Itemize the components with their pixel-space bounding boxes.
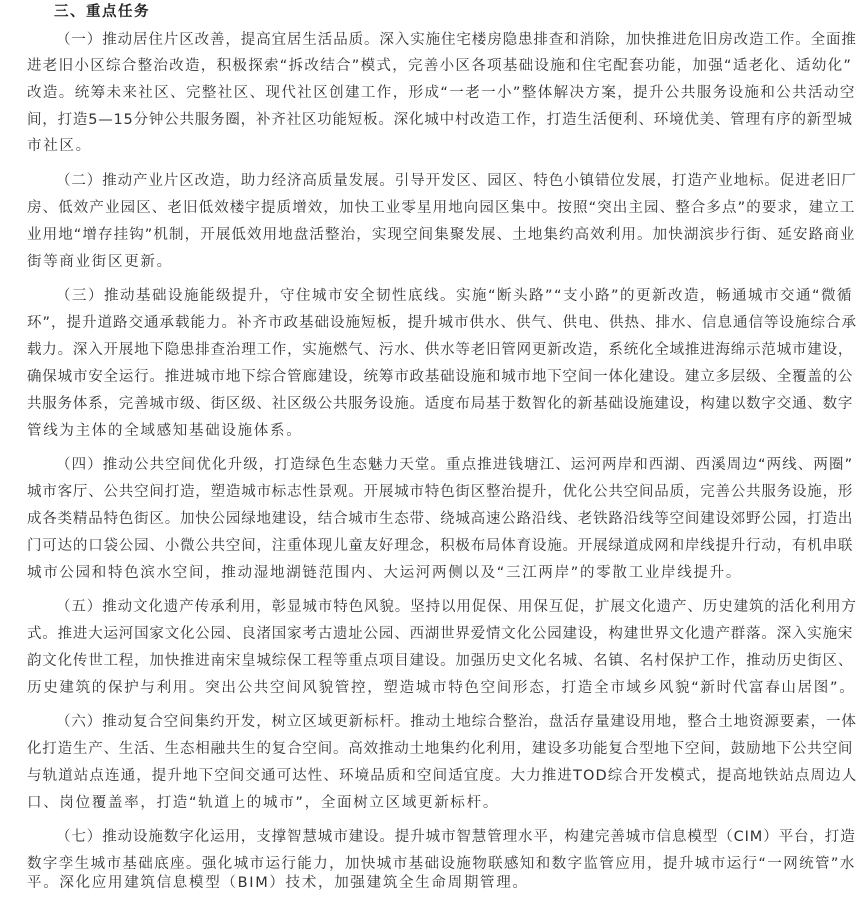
paragraph-4-line-3: 成各类精品特色街区。加快公园绿地建设，结合城市生态带、绕城高速公路沿线、老铁路沿线等空间建设郊野公园，打造出 (27, 511, 854, 527)
paragraph-5-line-3: 韵文化传世工程，加快推进南宋皇城综保工程等重点项目建设。加强历史文化名城、名镇、名村保护工作，推动历史街区、 (27, 653, 854, 669)
paragraph-2-line-1: （二）推动产业片区改造，助力经济高质量发展。引导开发区、园区、特色小镇错位发展，打造产业地标。促进老旧厂 (56, 173, 857, 189)
paragraph-2-line-4: 街等商业街区更新。 (27, 254, 173, 270)
paragraph-3-line-3: 载力。深入开展地下隐患排查治理工作，实施燃气、污水、供水等老旧管网更新改造，系统化全域推进海绵示范城市建设， (27, 342, 854, 358)
paragraph-2-line-3: 业用地“增存挂钩”机制，开展低效用地盘活整治，实现空间集聚发展、土地集约高效利用。加快湖滨步行街、延安路商业 (27, 227, 856, 243)
paragraph-5-line-1: （五）推动文化遗产传承利用，彰显城市特色风貌。坚持以用促保、用保互促，扩展文化遗产、历史建筑的活化利用方 (56, 599, 857, 615)
paragraph-4-line-4: 门可达的口袋公园、小微公共空间，注重体现儿童友好理念，积极布局体育设施。开展绿道成网和岸线提升行动，有机串联 (27, 538, 854, 554)
paragraph-6-line-2: 化打造生产、生活、生态相融共生的复合空间。高效推动土地集约化利用，建设多功能复合型地下空间，鼓励地下公共空间 (27, 741, 854, 757)
paragraph-1-line-4: 间，打造5—15分钟公共服务圈，补齐社区功能短板。深化城中村改造工作，打造生活便利、环境优美、管理有序的新型城 (27, 112, 853, 128)
paragraph-7-line-2: 数字孪生城市基础底座。强化城市运行能力，加快城市基础设施物联感知和数字监管应用，提升城市运行“一网统管”水 (27, 856, 856, 872)
paragraph-3-line-6: 管线为主体的全域感知基础设施体系。 (27, 423, 303, 439)
paragraph-7-line-1: （七）推动设施数字化运用，支撑智慧城市建设。提升城市智慧管理水平，构建完善城市信息模型（CIM）平台，打造 (56, 829, 856, 845)
paragraph-3-line-1: （三）推动基础设施能级提升，守住城市安全韧性底线。实施“断头路”“支小路”的更新改造，畅通城市交通“微循 (56, 288, 854, 304)
section-heading: 三、重点任务 (54, 4, 150, 20)
paragraph-1-line-5: 市社区。 (27, 138, 92, 154)
paragraph-1-line-1: （一）推动居住片区改善，提高宜居生活品质。深入实施住宅楼房隐患排查和消除，加快推进危旧房改造工作。全面推 (56, 32, 857, 48)
paragraph-4-line-1: （四）推动公共空间优化升级，打造绿色生态魅力天堂。重点推进钱塘江、运河两岸和西湖、西溪周边“两线、两圈” (56, 457, 854, 473)
paragraph-1-line-2: 进老旧小区综合整治改造，积极探索“拆改结合”模式，完善小区各项基础设施和住宅配套功能，加强“适老化、适幼化” (27, 58, 853, 74)
paragraph-1-line-3: 改造。统筹未来社区、完整社区、现代社区创建工作，形成“一老一小”整体解决方案，提升公共服务设施和公共活动空 (27, 85, 856, 101)
paragraph-2-line-2: 房、低效产业园区、老旧低效楼宇提质增效，加快工业零星用地向园区集中。按照“突出主园、整合多点”的要求，建立工 (27, 200, 856, 216)
paragraph-4-line-2: 城市客厅、公共空间打造，塑造城市标志性景观。开展城市特色街区整治提升，优化公共空间品质，完善公共服务设施，形 (27, 484, 854, 500)
paragraph-6-line-3: 与轨道站点连通，提升地下空间交通可达性、环境品质和空间适宜度。大力推进TOD综合开发模式，提高地铁站点周边人 (27, 768, 858, 784)
paragraph-7-line-3: 平。深化应用建筑信息模型（BIM）技术，加强建筑全生命周期管理。 (27, 875, 529, 891)
paragraph-5-line-4: 历史建筑的保护与利用。突出公共空间风貌管控，塑造城市特色空间形态，打造全市域乡风貌“新时代富春山居图”。 (27, 680, 856, 696)
paragraph-3-line-5: 共服务体系，完善城市级、街区级、社区级公共服务设施。适度布局基于数智化的新基础设施建设，构建以数字交通、数字 (27, 396, 854, 412)
paragraph-6-line-1: （六）推动复合空间集约开发，树立区域更新标杆。推动土地综合整治，盘活存量建设用地，整合土地资源要素，一体 (56, 714, 857, 730)
paragraph-3-line-2: 环”，提升道路交通承载能力。补齐市政基础设施短板，提升城市供水、供气、供电、供热、排水、信息通信等设施综合承 (27, 315, 858, 331)
paragraph-5-line-2: 式。推进大运河国家文化公园、良渚国家考古遗址公园、西湖世界爱情文化公园建设，构建世界文化遗产群落。深入实施宋 (27, 626, 854, 642)
paragraph-3-line-4: 确保城市安全运行。推进城市地下综合管廊建设，统筹市政基础设施和城市地下空间一体化建设。建立多层级、全覆盖的公 (27, 369, 854, 385)
paragraph-4-line-5: 城市公园和特色滨水空间，推动湿地湖链范围内、大运河两侧以及“三江两岸”的零散工业岸线提升。 (27, 565, 743, 581)
paragraph-6-line-4: 口、岗位覆盖率，打造“轨道上的城市”，全面树立区域更新标杆。 (27, 795, 500, 811)
